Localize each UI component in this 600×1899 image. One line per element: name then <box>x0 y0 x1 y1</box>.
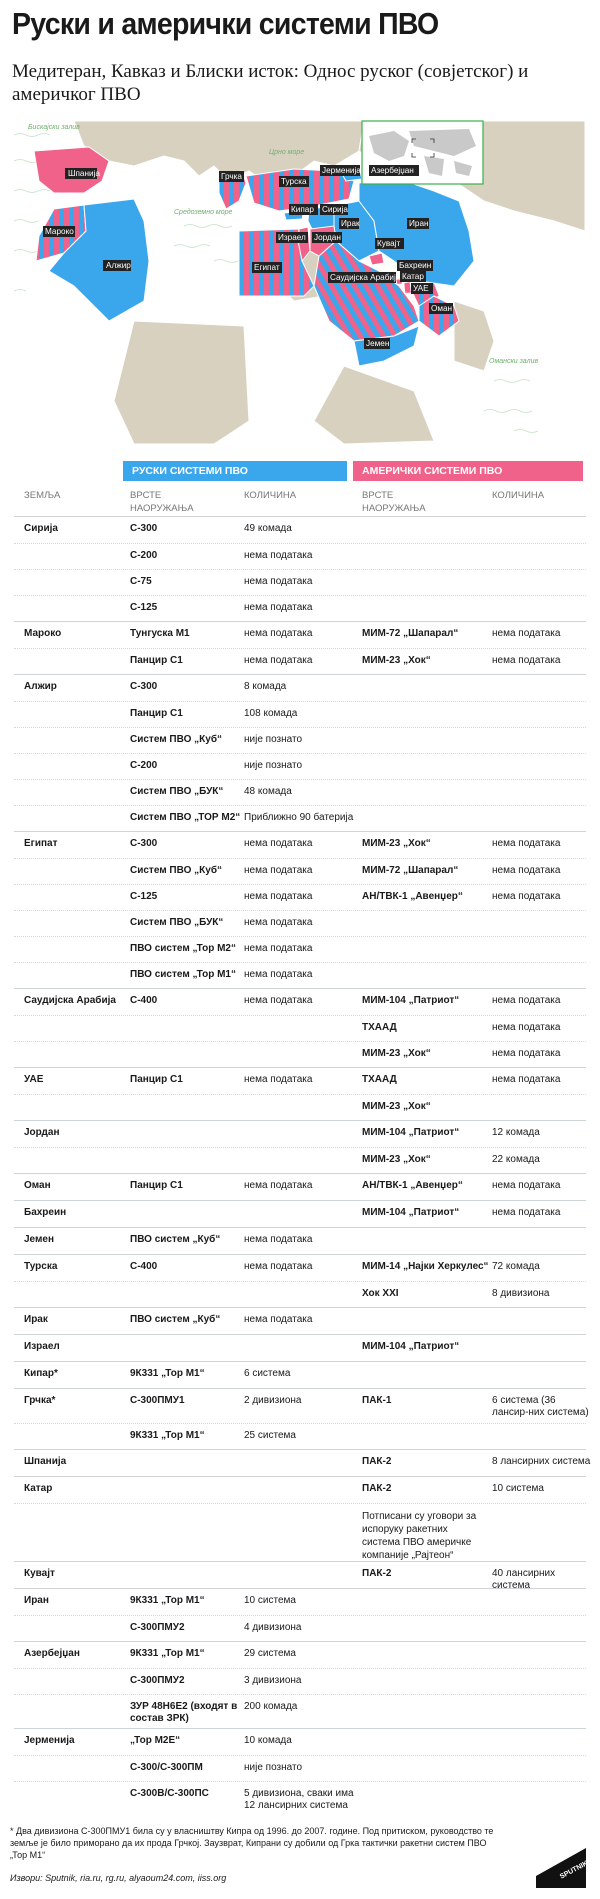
us-quantity: нема података <box>492 838 561 849</box>
us-quantity: нема података <box>492 1022 561 1033</box>
table-row <box>14 1449 591 1476</box>
ru-weapon: Систем ПВО „ТОР М2“ <box>130 812 241 823</box>
country-name: Сирија <box>24 523 58 534</box>
country-name: Грчка* <box>24 1395 56 1406</box>
map-label-uae: УАЕ <box>413 284 429 293</box>
table-row <box>14 621 586 674</box>
us-weapon: АН/ТВК-1 „Авенџер“ <box>362 891 463 902</box>
country-name: Турска <box>24 1261 58 1272</box>
ru-quantity: нема података <box>244 917 313 928</box>
map-label-syria: Сирија <box>322 205 348 214</box>
map-label-black-sea: Црно море <box>269 149 305 156</box>
table-line <box>14 1589 586 1615</box>
country-name: Саудијска Арабија <box>24 995 116 1006</box>
map-label-mediterranean: Средоземно море <box>174 209 233 216</box>
us-weapon: МИМ-23 „Хок“ <box>362 655 431 666</box>
country-name: Египат <box>24 838 58 849</box>
map-label-spain: Шпанија <box>68 169 100 178</box>
table-row <box>14 1120 586 1173</box>
table-line <box>14 648 586 674</box>
map-label-qatar: Катар <box>402 272 424 281</box>
table-line <box>14 1228 586 1254</box>
country-name: Шпанија <box>24 1456 67 1467</box>
ru-weapon: С-300/С-300ПМ <box>130 1762 203 1773</box>
table-row <box>14 1227 586 1254</box>
ru-quantity: нема података <box>244 943 313 954</box>
table-line <box>14 1041 586 1067</box>
ru-weapon: ПВО систем „Тор М2“ <box>130 943 236 954</box>
contract-note: Потписани су уговори за испоруку ракетних система ПВО америчке компаније „Рајтеон“ <box>362 1511 477 1561</box>
us-weapon: МИМ-23 „Хок“ <box>362 1048 431 1059</box>
table-line <box>14 595 586 621</box>
sources: Извори: Sputnik, ria.ru, rg.ru, alyaoum24.com, iiss.org <box>10 1873 227 1883</box>
page-title: Руски и амерички системи ПВО <box>12 6 439 41</box>
ru-weapon: Панцир С1 <box>130 708 183 719</box>
ru-quantity: нема података <box>244 995 313 1006</box>
ru-quantity: Приближно 90 батерија <box>244 812 354 823</box>
ru-quantity: 4 дивизиона <box>244 1622 302 1633</box>
table-row <box>14 831 586 988</box>
country-name: Катар <box>24 1483 53 1494</box>
col-header-us-type: ВРСТЕ НАОРУЖАЊА <box>362 490 426 514</box>
map-label-saudi: Саудијска Арабија <box>330 273 401 282</box>
us-quantity: 6 система (36 лансир-них система) <box>492 1395 589 1418</box>
table-line <box>14 1694 586 1728</box>
ru-weapon: 9К331 „Тор М1“ <box>130 1595 205 1606</box>
ru-weapon: С-300ПМУ2 <box>130 1622 185 1633</box>
us-weapon: МИМ-104 „Патриот“ <box>362 1341 460 1352</box>
us-weapon: АН/ТВК-1 „Авенџер“ <box>362 1180 463 1191</box>
ru-quantity: нема података <box>244 1261 313 1272</box>
ru-quantity: није познато <box>244 760 303 771</box>
ru-weapon: ПВО систем „Тор М1“ <box>130 969 236 980</box>
us-quantity: 8 лансирних система <box>492 1456 591 1467</box>
table-line <box>14 1255 586 1281</box>
us-quantity: 40 лансирних система <box>492 1568 556 1591</box>
sputnik-logo <box>536 1838 590 1888</box>
ru-quantity: нема података <box>244 891 313 902</box>
map-label-iran: Иран <box>409 219 429 228</box>
ru-weapon: Систем ПВО „Куб“ <box>130 865 222 876</box>
table-line <box>14 858 586 884</box>
ru-quantity: 8 комада <box>244 681 287 692</box>
map-label-yemen: Јемен <box>366 339 390 348</box>
table-row <box>14 1173 586 1200</box>
legend-american: АМЕРИЧКИ СИСТЕМИ ПВО <box>353 461 583 481</box>
table-row <box>14 1254 586 1307</box>
ru-quantity: 10 комада <box>244 1735 292 1746</box>
col-header-us-qty: КОЛИЧИНА <box>492 490 545 501</box>
us-quantity: нема података <box>492 995 561 1006</box>
map-label-cyprus: Кипар <box>291 205 314 214</box>
us-weapon: МИМ-104 „Патриот“ <box>362 1207 460 1218</box>
us-quantity: нема података <box>492 628 561 639</box>
table-row <box>14 516 586 621</box>
ru-quantity: 3 дивизиона <box>244 1675 302 1686</box>
table-line <box>14 1147 586 1173</box>
country-name: Кувајт <box>24 1568 55 1579</box>
ru-quantity: нема података <box>244 628 313 639</box>
table-line <box>14 1201 586 1227</box>
us-quantity: 72 комада <box>492 1261 540 1272</box>
table-row <box>14 674 586 831</box>
map-label-iraq: Ирак <box>341 219 360 228</box>
ru-quantity: 5 дивизиона, сваки има 12 лансирних система <box>244 1788 354 1811</box>
table-line <box>14 1781 586 1825</box>
ru-weapon: Тунгуска М1 <box>130 628 190 639</box>
us-quantity: 10 система <box>492 1483 544 1494</box>
map-label-turkey: Турска <box>281 177 307 186</box>
col-header-country: ЗЕМЉА <box>24 490 61 501</box>
table-row <box>14 1200 586 1227</box>
ru-weapon: Панцир С1 <box>130 1074 183 1085</box>
table-line <box>14 1615 586 1641</box>
ru-weapon: С-300В/С-300ПС <box>130 1788 209 1799</box>
table-line <box>14 1068 586 1094</box>
table-line <box>14 727 586 753</box>
col-header-ru-type: ВРСТЕ НАОРУЖАЊА <box>130 490 194 514</box>
ru-weapon: С-300ПМУ2 <box>130 1675 185 1686</box>
table-line <box>14 753 586 779</box>
map-label-egypt: Египат <box>254 263 280 272</box>
air-defense-table <box>14 516 591 1825</box>
ru-weapon: Систем ПВО „БУК“ <box>130 917 224 928</box>
us-weapon: Хок XXI <box>362 1288 399 1299</box>
country-name: Израел <box>24 1341 60 1352</box>
ru-weapon: Панцир С1 <box>130 1180 183 1191</box>
ru-weapon: 9К331 „Тор М1“ <box>130 1648 205 1659</box>
ru-weapon: С-300 <box>130 523 158 534</box>
table-row <box>14 1476 586 1561</box>
us-quantity: 22 комада <box>492 1154 540 1165</box>
us-weapon: ПАК-2 <box>362 1456 392 1467</box>
ru-weapon: „Тор М2Е“ <box>130 1735 181 1746</box>
footnote: * Два дивизиона С-300ПМУ1 била су у власништву Кипра од 1996. до 2007. године. Под притиском, руководство те земље је било приморано да их прода Грчкој. Заузврат, Кипрани су добили од Грка тактички ракетни систем ПВО „Тор М1“ <box>10 1826 494 1860</box>
table-line <box>14 1668 586 1694</box>
table-line <box>14 962 586 988</box>
ru-weapon: ПВО систем „Куб“ <box>130 1234 221 1245</box>
ru-weapon: С-200 <box>130 760 158 771</box>
us-weapon: МИМ-72 „Шапарал“ <box>362 865 459 876</box>
table-line <box>14 1503 586 1561</box>
country-name: Јордан <box>24 1127 60 1138</box>
svg-text:SPUTNIK: SPUTNIK <box>558 1860 590 1881</box>
us-quantity: нема података <box>492 891 561 902</box>
table-line <box>14 936 586 962</box>
ru-weapon: С-200 <box>130 550 158 561</box>
ru-weapon: С-125 <box>130 602 158 613</box>
col-header-ru-qty: КОЛИЧИНА <box>244 490 297 501</box>
ru-quantity: 108 комада <box>244 708 298 719</box>
table-line <box>14 884 586 910</box>
ru-quantity: 29 система <box>244 1648 296 1659</box>
ru-weapon: 9К331 „Тор М1“ <box>130 1430 205 1441</box>
ru-quantity: нема података <box>244 969 313 980</box>
country-name: Јемен <box>24 1234 54 1245</box>
table-line <box>14 1450 591 1476</box>
ru-quantity: нема података <box>244 1180 313 1191</box>
map-label-jordan: Јордан <box>314 233 341 242</box>
ru-quantity: нема података <box>244 838 313 849</box>
us-weapon: ПАК-2 <box>362 1483 392 1494</box>
table-line <box>14 1389 589 1423</box>
us-weapon: ПАК-2 <box>362 1568 392 1579</box>
ru-weapon: С-300 <box>130 681 158 692</box>
ru-quantity: није познато <box>244 1762 303 1773</box>
us-quantity: нема података <box>492 1180 561 1191</box>
country-name: Бахреин <box>24 1207 67 1218</box>
table-line <box>14 543 586 569</box>
us-weapon: МИМ-104 „Патриот“ <box>362 1127 460 1138</box>
map-label-greece: Грчка <box>221 172 242 181</box>
table-line <box>14 1174 586 1200</box>
table-line <box>14 910 586 936</box>
table-line <box>14 1335 586 1361</box>
table-line <box>14 989 586 1015</box>
country-name: Јерменија <box>24 1735 75 1746</box>
us-quantity: нема података <box>492 655 561 666</box>
table-row <box>14 1641 586 1728</box>
table-line <box>14 805 586 831</box>
country-name: Азербејџан <box>24 1648 80 1659</box>
ru-quantity: није познато <box>244 734 303 745</box>
table-row <box>14 1307 586 1334</box>
ru-quantity: нема података <box>244 655 313 666</box>
ru-quantity: 2 дивизиона <box>244 1395 302 1406</box>
table-line <box>14 1015 586 1041</box>
map-label-morocco: Мароко <box>45 227 74 236</box>
map-country-qatar <box>404 282 411 293</box>
country-name: Алжир <box>24 681 57 692</box>
us-weapon: МИМ-23 „Хок“ <box>362 1101 431 1112</box>
map-label-kuwait: Кувајт <box>377 239 401 248</box>
country-name: Кипар* <box>24 1368 58 1379</box>
table-line <box>14 569 586 595</box>
ru-quantity: 200 комада <box>244 1701 298 1712</box>
ru-quantity: 10 система <box>244 1595 296 1606</box>
table-row <box>14 1334 586 1361</box>
ru-weapon: ЗУР 48Н6Е2 (входят в состав ЗРК) <box>130 1701 238 1724</box>
table-row <box>14 1361 586 1388</box>
table-line <box>14 1755 586 1781</box>
map-label-azerbaijan: Азербејџан <box>371 166 414 175</box>
map-label-oman: Оман <box>431 304 453 313</box>
map-label-algeria: Алжир <box>106 261 131 270</box>
table-line <box>14 1729 586 1755</box>
us-quantity: нема података <box>492 1207 561 1218</box>
legend-russian: РУСКИ СИСТЕМИ ПВО <box>123 461 347 481</box>
us-weapon: МИМ-104 „Патриот“ <box>362 995 460 1006</box>
table-line <box>14 1362 586 1388</box>
ru-quantity: нема података <box>244 1074 313 1085</box>
ru-quantity: нема података <box>244 576 313 587</box>
country-name: Ирак <box>24 1314 48 1325</box>
us-weapon: ПАК-1 <box>362 1395 392 1406</box>
us-quantity: 8 дивизиона <box>492 1288 550 1299</box>
table-line <box>14 675 586 701</box>
ru-quantity: нема података <box>244 1314 313 1325</box>
ru-quantity: нема података <box>244 865 313 876</box>
region-map <box>14 121 585 444</box>
ru-weapon: С-400 <box>130 995 158 1006</box>
table-line <box>14 1094 586 1120</box>
ru-weapon: Систем ПВО „Куб“ <box>130 734 222 745</box>
table-row <box>14 1588 586 1641</box>
country-name: Оман <box>24 1180 51 1191</box>
ru-weapon: Систем ПВО „БУК“ <box>130 786 224 797</box>
ru-quantity: 49 комада <box>244 523 292 534</box>
us-quantity: нема података <box>492 1074 561 1085</box>
table-line <box>14 622 586 648</box>
us-quantity: нема података <box>492 1048 561 1059</box>
us-weapon: МИМ-14 „Најки Херкулес“ <box>362 1261 489 1272</box>
us-weapon: МИМ-23 „Хок“ <box>362 838 431 849</box>
page-subtitle: Медитеран, Кавказ и Блиски исток: Однос руског (совјетског) и америчког ПВО <box>12 61 529 105</box>
ru-weapon: ПВО систем „Куб“ <box>130 1314 221 1325</box>
us-weapon: МИМ-72 „Шапарал“ <box>362 628 459 639</box>
table-line <box>14 1281 586 1307</box>
us-weapon: МИМ-23 „Хок“ <box>362 1154 431 1165</box>
table-line <box>14 701 586 727</box>
table-line <box>14 1562 586 1591</box>
ru-weapon: С-300 <box>130 838 158 849</box>
us-weapon: ТХААД <box>362 1074 397 1085</box>
table-row <box>14 1728 586 1825</box>
table-row <box>14 1388 589 1449</box>
ru-quantity: 25 система <box>244 1430 296 1441</box>
ru-quantity: 48 комада <box>244 786 292 797</box>
ru-weapon: С-400 <box>130 1261 158 1272</box>
ru-quantity: 6 система <box>244 1368 291 1379</box>
table-line <box>14 1121 586 1147</box>
ru-weapon: 9К331 „Тор М1“ <box>130 1368 205 1379</box>
ru-weapon: Панцир С1 <box>130 655 183 666</box>
table-row <box>14 1067 586 1120</box>
us-quantity: 12 комада <box>492 1127 540 1138</box>
us-weapon: ТХААД <box>362 1022 397 1033</box>
map-label-biscay: Бискајски залив <box>28 124 80 131</box>
ru-quantity: нема података <box>244 550 313 561</box>
table-line <box>14 779 586 805</box>
map-label-bahrain: Бахреин <box>399 261 432 270</box>
map-label-armenia: Јерменија <box>322 166 361 175</box>
table-line <box>14 1477 586 1503</box>
table-row <box>14 988 586 1067</box>
country-name: Иран <box>24 1595 49 1606</box>
map-label-oman-gulf: Омански залив <box>489 358 539 365</box>
table-line <box>14 1308 586 1334</box>
ru-weapon: С-300ПМУ1 <box>130 1395 185 1406</box>
table-line <box>14 1642 586 1668</box>
country-name: УАЕ <box>24 1074 44 1085</box>
country-name: Мароко <box>24 628 62 639</box>
us-quantity: нема података <box>492 865 561 876</box>
map-label-israel: Израел <box>278 233 306 242</box>
ru-weapon: С-125 <box>130 891 158 902</box>
table-row <box>14 1561 586 1591</box>
ru-quantity: нема података <box>244 1234 313 1245</box>
table-line <box>14 517 586 543</box>
table-line <box>14 1423 586 1449</box>
table-line <box>14 832 586 858</box>
ru-weapon: С-75 <box>130 576 152 587</box>
ru-quantity: нема података <box>244 602 313 613</box>
